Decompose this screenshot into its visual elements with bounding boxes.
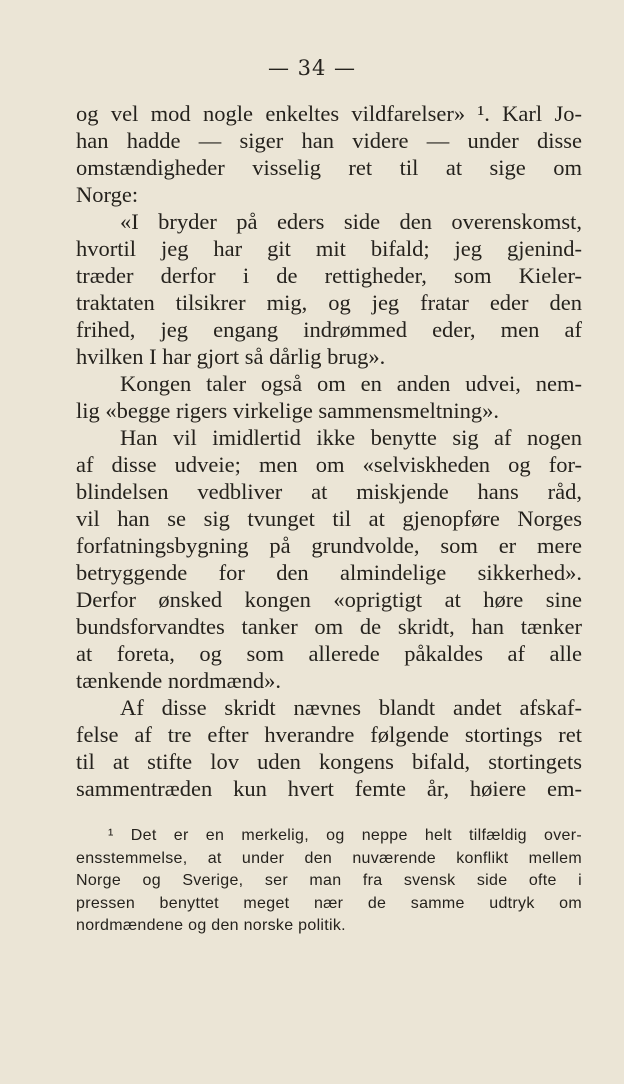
- text-line: betryggende for den almindelige sikkerhed».: [76, 560, 582, 585]
- text-line: «I bryder på eders side den overenskomst,: [120, 209, 582, 234]
- text-line: vil han se sig tvunget til at gjenopføre Norges: [76, 506, 582, 531]
- text-line: Derfor ønsked kongen «oprigtigt at høre sine: [76, 587, 582, 612]
- text-line: Han vil imidlertid ikke benytte sig af nogen: [120, 425, 582, 450]
- text-line: Kongen taler også om en anden udvei, nem-: [120, 371, 582, 396]
- text-line: traktaten tilsikrer mig, og jeg fratar eder den: [76, 290, 582, 315]
- text-line: han hadde — siger han videre — under disse: [76, 128, 582, 153]
- text-line: blindelsen vedbliver at miskjende hans råd,: [76, 479, 582, 504]
- text-line: lig «begge rigers virkelige sammensmeltning».: [76, 398, 500, 423]
- footnote-line: ensstemmelse, at under den nuværende konflikt mellem: [76, 849, 582, 867]
- text-line: tænkende nordmænd».: [76, 668, 281, 693]
- text-line: træder derfor i de rettigheder, som Kieler-: [76, 263, 582, 288]
- body-text: [76, 100, 582, 802]
- page-number: — 34 —: [267, 56, 357, 80]
- footnote-line: ¹ Det er en merkelig, og neppe helt tilfældig over-: [108, 827, 582, 844]
- text-line: bundsforvandtes tanker om de skridt, han tænker: [76, 614, 582, 639]
- footnote-line: Norge og Sverige, ser man fra svensk side ofte i: [76, 872, 582, 889]
- footnote-line: nordmændene og den norske politik.: [76, 917, 346, 934]
- text-line: omstændigheder visselig ret til at sige om: [76, 155, 582, 180]
- text-line: sammentræden kun hvert femte år, høiere em-: [76, 776, 582, 801]
- text-line: forfatningsbygning på grundvolde, som er mere: [76, 533, 582, 558]
- text-line: af disse udveie; men om «selviskheden og for-: [76, 452, 582, 477]
- text-line: at foreta, og som allerede påkaldes af alle: [76, 641, 582, 666]
- text-line: til at stifte lov uden kongens bifald, stortingets: [76, 749, 582, 774]
- text-line: og vel mod nogle enkeltes vildfarelser» ¹. Karl Jo-: [76, 101, 582, 126]
- footnote: [76, 825, 582, 938]
- footnote-line: pressen benyttet meget nær de samme udtryk om: [76, 894, 582, 912]
- text-line: frihed, jeg engang indrømmed eder, men af: [76, 317, 582, 342]
- text-line: felse af tre efter hverandre følgende stortings ret: [76, 722, 582, 747]
- text-line: hvilken I har gjort så dårlig brug».: [76, 344, 386, 369]
- text-line: Af disse skridt nævnes blandt andet afskaf-: [120, 695, 582, 720]
- text-line: Norge:: [76, 182, 139, 207]
- text-line: hvortil jeg har git mit bifald; jeg gjenind-: [76, 236, 582, 261]
